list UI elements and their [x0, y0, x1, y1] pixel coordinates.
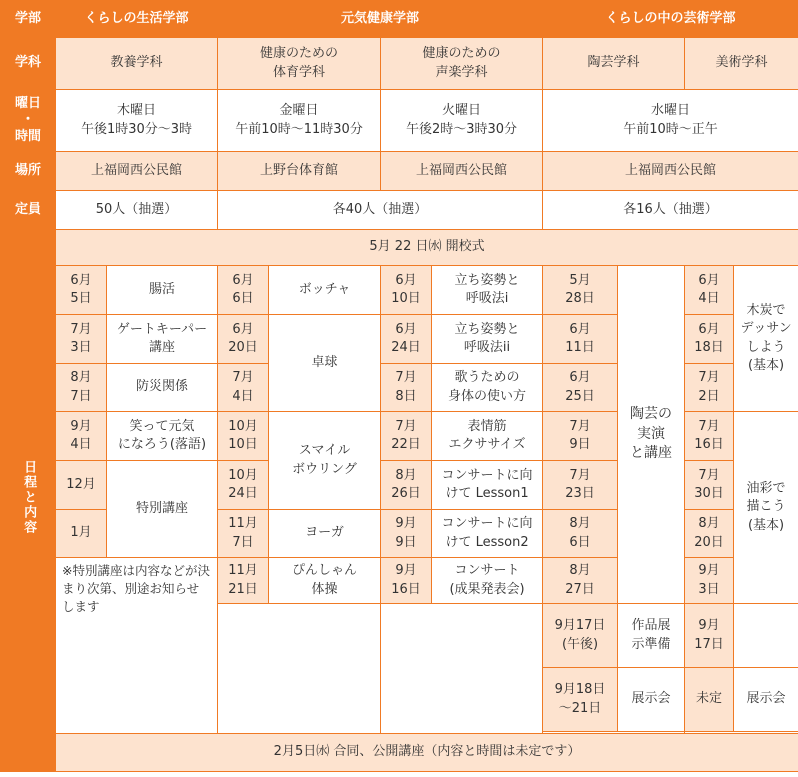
bijutsu-date: 8月 20日 [685, 510, 734, 558]
venue-kyoyo: 上福岡西公民館 [56, 152, 218, 191]
seigaku-topic: コンサートに向 けて Lesson1 [432, 461, 543, 510]
tougei-date: 6月 11日 [543, 315, 618, 364]
dept-genki-kenko: 元気健康学部 [218, 1, 543, 38]
taiiku-date: 6月 20日 [218, 315, 269, 364]
kyoyo-date: 12月 [56, 461, 107, 510]
bijutsu-date: 6月 4日 [685, 266, 734, 315]
kyoyo-topic: 腸活 [107, 266, 218, 315]
tougei-date: 5月 28日 [543, 266, 618, 315]
kyoyo-topic: ゲートキーパー 講座 [107, 315, 218, 364]
bijutsu-date: 9月 3日 [685, 558, 734, 604]
schedule-seigaku: 火曜日 午後2時～3時30分 [381, 90, 543, 152]
course-kyoyo: 教養学科 [56, 38, 218, 90]
seigaku-topic: 立ち姿勢と 呼吸法ii [432, 315, 543, 364]
course-taiiku: 健康のための 体育学科 [218, 38, 381, 90]
kyoyo-date: 1月 [56, 510, 107, 558]
bijutsu-date: 9月 17日 [685, 604, 734, 668]
special-lecture-note: ※特別講座は内容などが決まり次第、別途お知らせします [56, 558, 218, 734]
course-seigaku: 健康のための 声楽学科 [381, 38, 543, 90]
taiiku-topic: スマイル ボウリング [269, 412, 381, 510]
bijutsu-date: 未定 [685, 668, 734, 732]
taiiku-date: 11月 7日 [218, 510, 269, 558]
tougei-date: 6月 25日 [543, 364, 618, 412]
dept-geijutsu: くらしの中の芸術学部 [543, 1, 798, 38]
kyoyo-topic: 笑って元気 になろう(落語) [107, 412, 218, 461]
seigaku-date: 9月 9日 [381, 510, 432, 558]
taiiku-empty [218, 604, 381, 734]
bijutsu-topic: 木炭で デッサン しよう (基本) [734, 266, 798, 412]
taiiku-date: 10月 10日 [218, 412, 269, 461]
schedule-geijutsu: 水曜日 午前10時～正午 [543, 90, 798, 152]
tougei-topic: 作品展 示準備 [618, 604, 685, 668]
seigaku-date: 7月 8日 [381, 364, 432, 412]
capacity-geijutsu: 各16人（抽選） [543, 191, 798, 230]
closing-lecture: 2月5日㈬ 合同、公開講座（内容と時間は未定です） [56, 734, 798, 772]
venue-seigaku: 上福岡西公民館 [381, 152, 543, 191]
taiiku-date: 10月 24日 [218, 461, 269, 510]
taiiku-topic: ヨーガ [269, 510, 381, 558]
row-label-program [1, 230, 56, 772]
course-bijutsu: 美術学科 [685, 38, 798, 90]
seigaku-topic: 表情筋 エクササイズ [432, 412, 543, 461]
bijutsu-date: 6月 18日 [685, 315, 734, 364]
tougei-topic: 展示会 [618, 668, 685, 732]
tougei-date: 9月17日 (午後) [543, 604, 618, 668]
kyoyo-date: 9月 4日 [56, 412, 107, 461]
tougei-date: 8月 6日 [543, 510, 618, 558]
taiiku-topic: ぴんしゃん 体操 [269, 558, 381, 604]
seigaku-date: 7月 22日 [381, 412, 432, 461]
capacity-kenko: 各40人（抽選） [218, 191, 543, 230]
bijutsu-date: 7月 2日 [685, 364, 734, 412]
seigaku-topic: コンサートに向 けて Lesson2 [432, 510, 543, 558]
bijutsu-date: 7月 16日 [685, 412, 734, 461]
seigaku-date: 9月 16日 [381, 558, 432, 604]
row-label-schedule: 曜日 ・ 時間 [1, 90, 56, 152]
schedule-kyoyo: 木曜日 午後1時30分～3時 [56, 90, 218, 152]
course-tougei: 陶芸学科 [543, 38, 685, 90]
row-label-course: 学科 [1, 38, 56, 90]
bijutsu-topic: 油彩で 描こう (基本) [734, 412, 798, 604]
tougei-date: 7月 23日 [543, 461, 618, 510]
seigaku-topic: 歌うための 身体の使い方 [432, 364, 543, 412]
kyoyo-topic: 防災関係 [107, 364, 218, 412]
seigaku-date: 6月 10日 [381, 266, 432, 315]
dept-kurashi-seikatsu: くらしの生活学部 [56, 1, 218, 38]
tougei-topic: 陶芸の 実演 と講座 [618, 266, 685, 604]
capacity-kyoyo: 50人（抽選） [56, 191, 218, 230]
tougei-date: 7月 9日 [543, 412, 618, 461]
taiiku-date: 7月 4日 [218, 364, 269, 412]
taiiku-topic: 卓球 [269, 315, 381, 412]
seigaku-empty [381, 604, 543, 734]
bijutsu-empty [734, 604, 798, 668]
bijutsu-topic: 展示会 [734, 668, 798, 732]
venue-geijutsu: 上福岡西公民館 [543, 152, 798, 191]
taiiku-topic: ボッチャ [269, 266, 381, 315]
kyoyo-date: 8月 7日 [56, 364, 107, 412]
row-label-venue: 場所 [1, 152, 56, 191]
taiiku-date: 6月 6日 [218, 266, 269, 315]
opening-ceremony: 5月 22 日㈬ 開校式 [56, 230, 798, 266]
schedule-taiiku: 金曜日 午前10時～11時30分 [218, 90, 381, 152]
kyoyo-date: 7月 3日 [56, 315, 107, 364]
taiiku-date: 11月 21日 [218, 558, 269, 604]
header-label: 学部 [1, 1, 56, 38]
tougei-date: 9月18日 ～21日 [543, 668, 618, 732]
seigaku-topic: コンサート (成果発表会) [432, 558, 543, 604]
venue-taiiku: 上野台体育館 [218, 152, 381, 191]
program-label-text: 日程と内容 [21, 459, 37, 535]
seigaku-date: 8月 26日 [381, 461, 432, 510]
seigaku-date: 6月 24日 [381, 315, 432, 364]
kyoyo-date: 6月 5日 [56, 266, 107, 315]
bijutsu-date: 7月 30日 [685, 461, 734, 510]
kyoyo-topic: 特別講座 [107, 461, 218, 558]
row-label-capacity: 定員 [1, 191, 56, 230]
seigaku-topic: 立ち姿勢と 呼吸法i [432, 266, 543, 315]
tougei-date: 8月 27日 [543, 558, 618, 604]
